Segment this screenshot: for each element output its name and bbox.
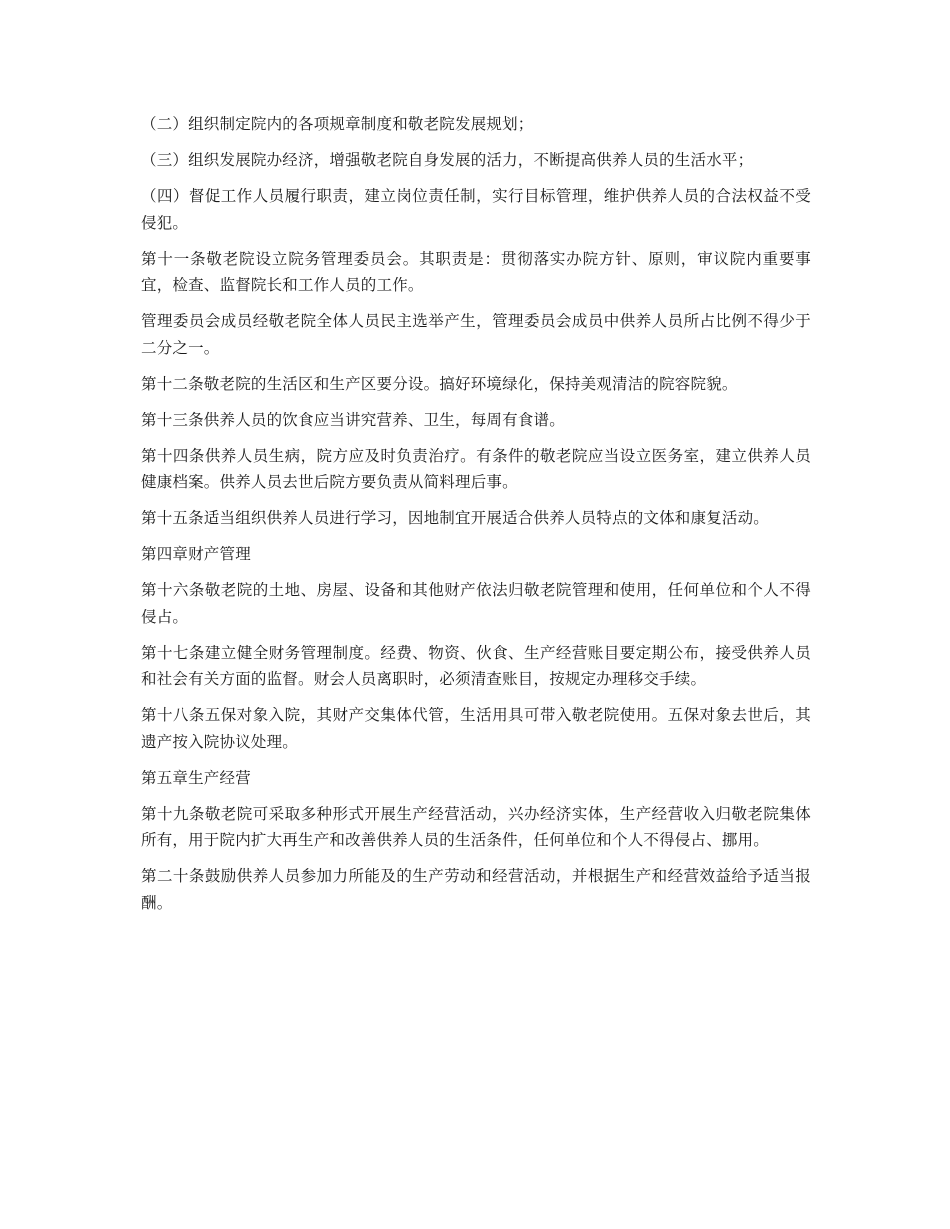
paragraph-article-13: 第十三条供养人员的饮食应当讲究营养、卫生，每周有食谱。 <box>141 410 565 429</box>
chapter-heading-5: 第五章生产经营 <box>141 768 251 787</box>
paragraph-committee-members: 管理委员会成员经敬老院全体人员民主选举产生，管理委员会成员中供养人员所占比例不得少于二分之一。 <box>141 312 811 357</box>
document-body <box>141 111 811 926</box>
chapter-heading-4: 第四章财产管理 <box>141 545 251 563</box>
paragraph-article-15: 第十五条适当组织供养人员进行学习，因地制宜开展适合供养人员特点的文体和康复活动。 <box>141 509 770 527</box>
paragraph-article-11: 第十一条敬老院设立院务管理委员会。其职责是：贯彻落实办院方针、原则，审议院内重要事宜，检查、监督院长和工作人员的工作。 <box>141 249 811 294</box>
paragraph-article-17: 第十七条建立健全财务管理制度。经费、物资、伙食、生产经营账目要定期公布，接受供养人员和社会有关方面的监督。财会人员离职时，必须清查账目，按规定办理移交手续。 <box>141 643 811 688</box>
paragraph-article-18: 第十八条五保对象入院，其财产交集体代管，生活用具可带入敬老院使用。五保对象去世后，其遗产按入院协议处理。 <box>141 706 811 751</box>
paragraph-item-3: （三）组织发展院办经济，增强敬老院自身发展的活力，不断提高供养人员的生活水平； <box>141 151 754 169</box>
paragraph-article-20: 第二十条鼓励供养人员参加力所能及的生产劳动和经营活动，并根据生产和经营效益给予适当报酬。 <box>141 867 811 912</box>
paragraph-article-12: 第十二条敬老院的生活区和生产区要分设。搞好环境绿化，保持美观清洁的院容院貌。 <box>141 374 738 393</box>
paragraph-article-16: 第十六条敬老院的土地、房屋、设备和其他财产依法归敬老院管理和使用，任何单位和个人不得侵占。 <box>141 581 811 626</box>
paragraph-article-14: 第十四条供养人员生病，院方应及时负责治疗。有条件的敬老院应当设立医务室，建立供养人员健康档案。供养人员去世后院方要负责从简料理后事。 <box>141 446 811 491</box>
paragraph-item-2: （二）组织制定院内的各项规章制度和敬老院发展规划； <box>141 115 534 133</box>
paragraph-article-19: 第十九条敬老院可采取多种形式开展生产经营活动，兴办经济实体，生产经营收入归敬老院集体所有，用于院内扩大再生产和改善供养人员的生活条件，任何单位和个人不得侵占、挪用。 <box>141 804 811 849</box>
paragraph-item-4: （四）督促工作人员履行职责，建立岗位责任制，实行目标管理，维护供养人员的合法权益不受侵犯。 <box>141 187 811 232</box>
